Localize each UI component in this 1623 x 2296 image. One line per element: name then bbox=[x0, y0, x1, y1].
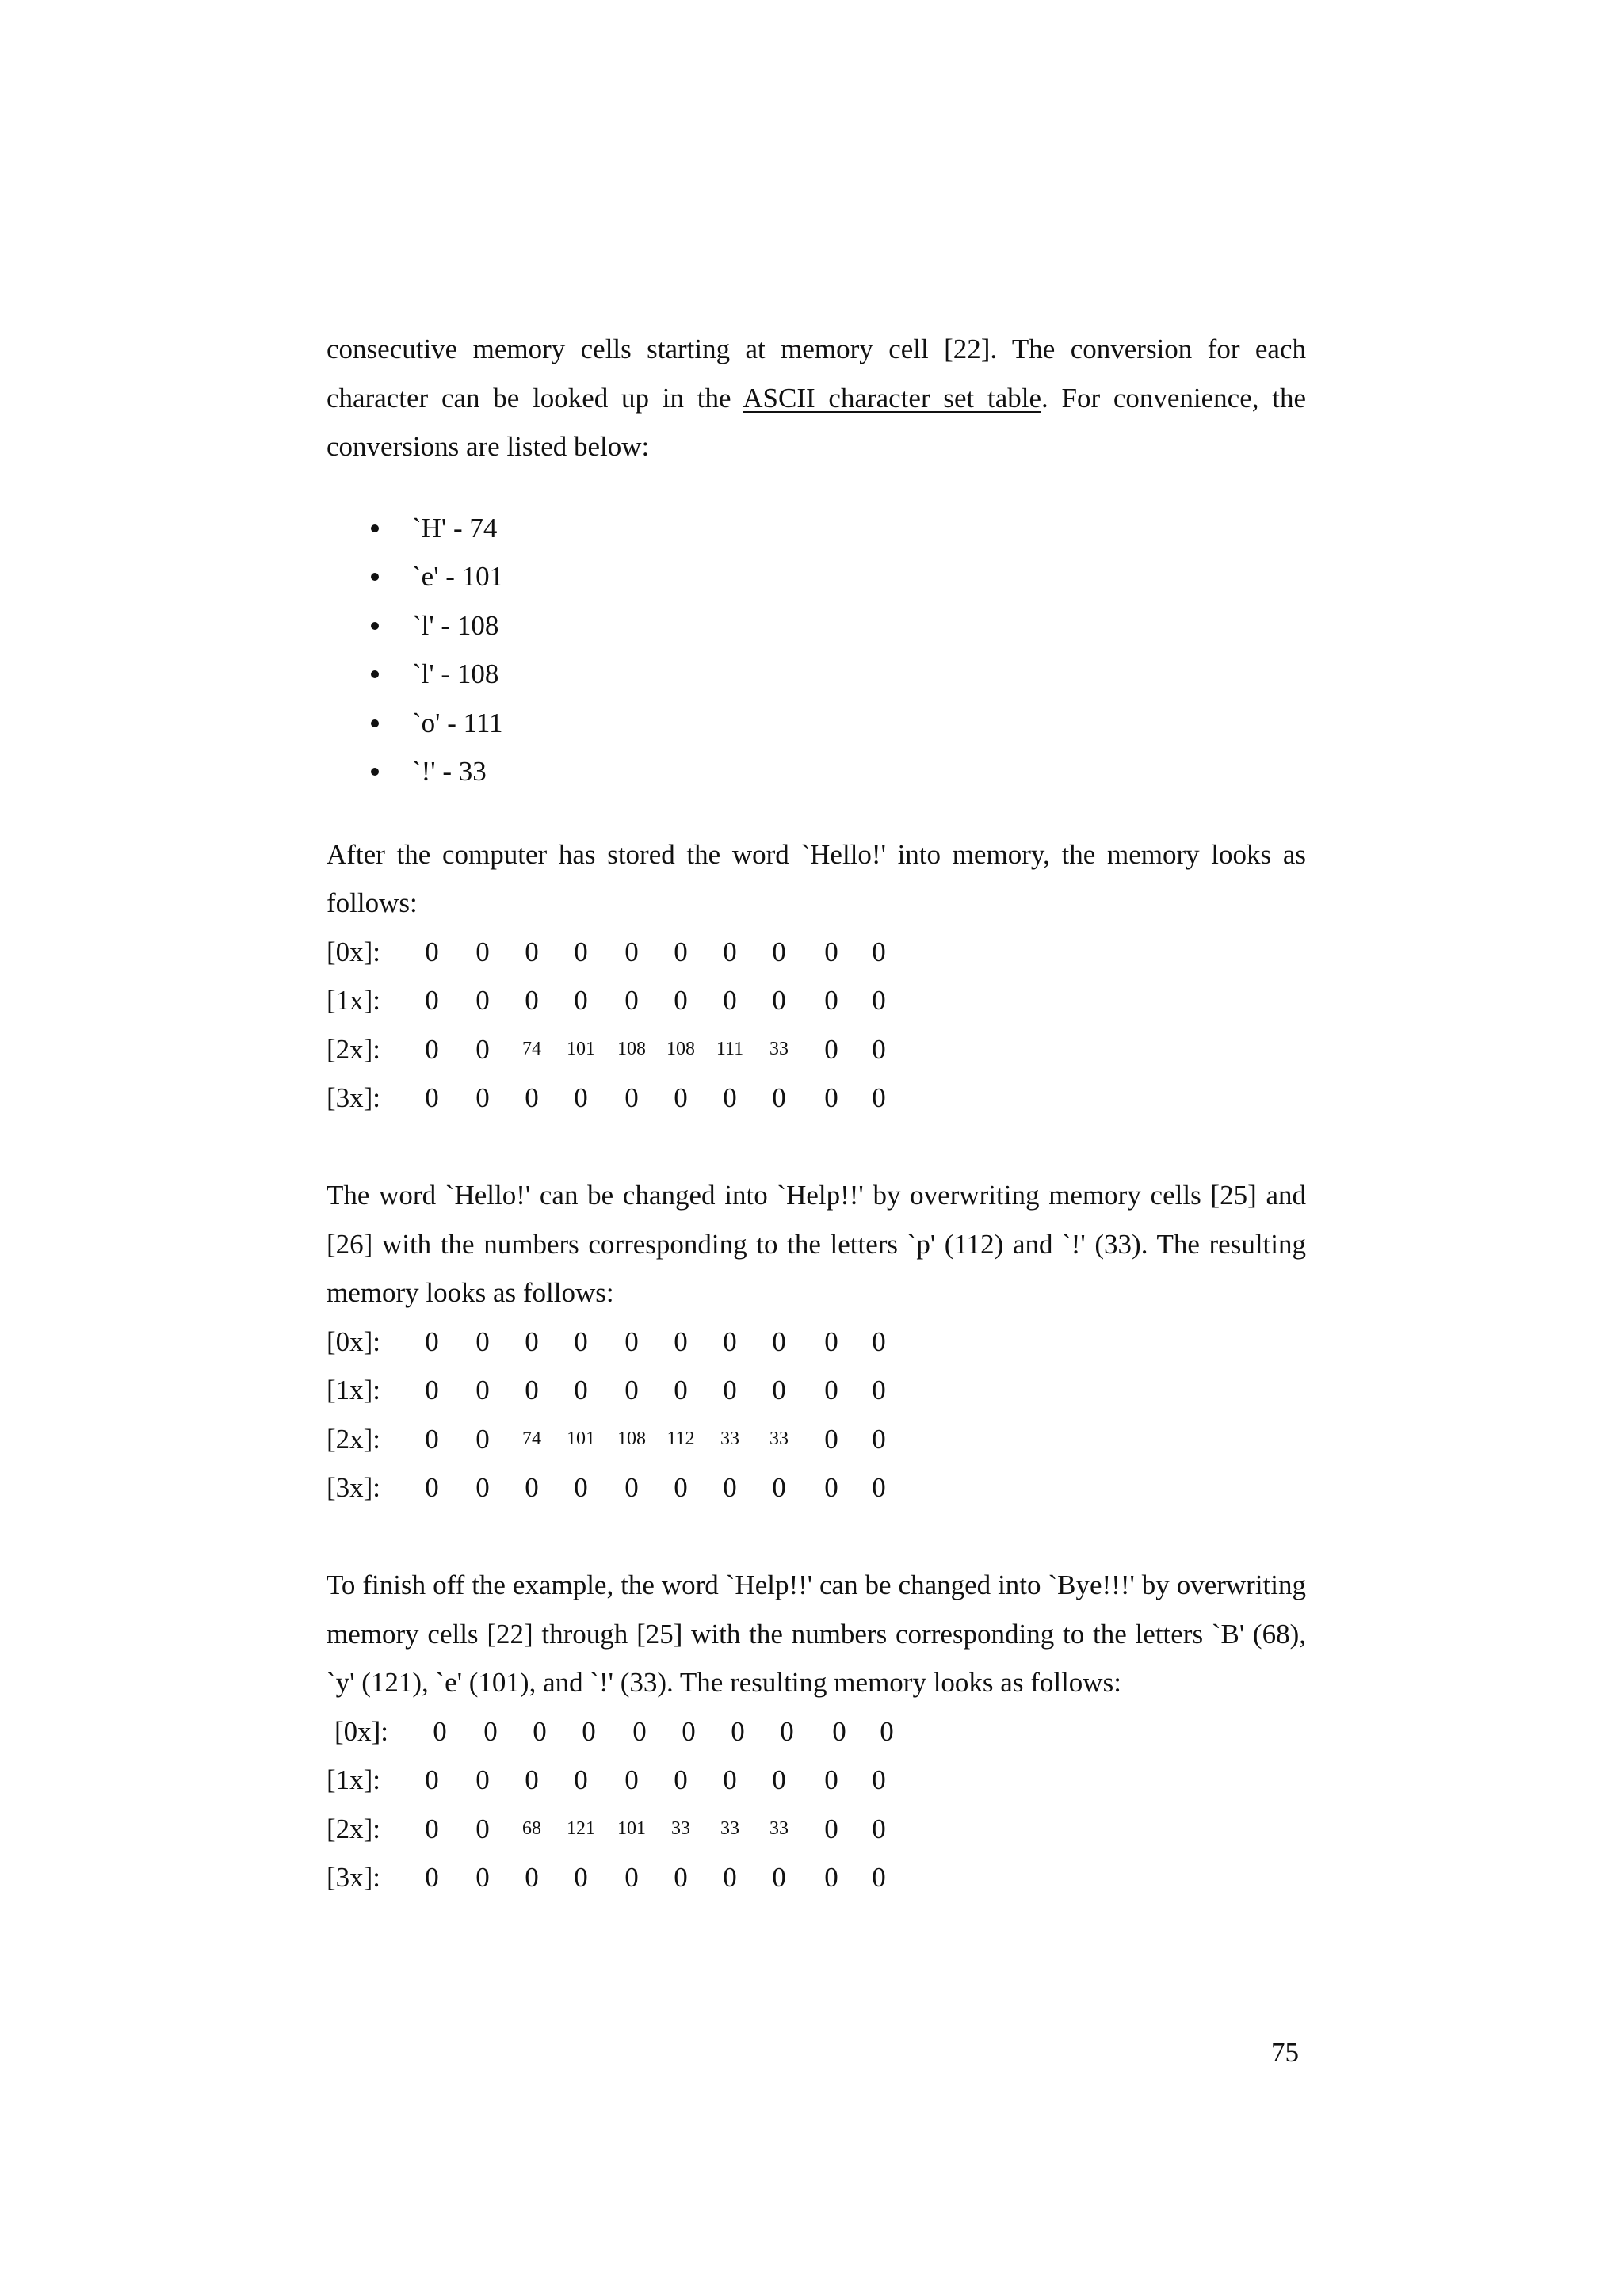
memory-cell: 0 bbox=[525, 1472, 539, 1503]
memory-cell: 74 bbox=[522, 1038, 541, 1059]
memory-cell: 0 bbox=[872, 936, 886, 967]
memory-cell: 0 bbox=[525, 1375, 539, 1405]
memory-cell: 0 bbox=[574, 1325, 588, 1357]
memory-cell: 0 bbox=[723, 1862, 737, 1893]
memory-cell: 121 bbox=[567, 1817, 595, 1839]
memory-cell: 0 bbox=[723, 1375, 737, 1405]
memory-cell: 0 bbox=[723, 1082, 737, 1113]
memory-cell: 101 bbox=[567, 1428, 595, 1449]
memory-cell: 0 bbox=[425, 1423, 439, 1455]
memory-cell: 0 bbox=[525, 1325, 539, 1357]
memory-row bbox=[327, 928, 1306, 977]
memory-cell: 0 bbox=[772, 1375, 786, 1405]
memory-row bbox=[327, 1366, 1306, 1415]
memory-cell: 0 bbox=[674, 1325, 688, 1357]
memory-cell: 0 bbox=[772, 936, 786, 967]
hello-paragraph: After the computer has stored the word `Hello!' into memory, the memory looks as follows: bbox=[327, 838, 1306, 918]
memory-row-label: [2x]: bbox=[327, 1033, 381, 1065]
memory-cell: 0 bbox=[425, 1325, 439, 1357]
memory-cell: 74 bbox=[522, 1428, 541, 1449]
memory-cell: 0 bbox=[723, 1764, 737, 1795]
page-content bbox=[327, 325, 1306, 1902]
memory-cell: 0 bbox=[475, 985, 490, 1016]
memory-row-label: [3x]: bbox=[327, 1862, 381, 1893]
memory-cell: 0 bbox=[723, 936, 737, 967]
intro-paragraph bbox=[327, 325, 1306, 471]
memory-cell: 0 bbox=[425, 1764, 439, 1795]
memory-cell: 0 bbox=[723, 1472, 737, 1503]
memory-cell: 0 bbox=[475, 1472, 490, 1503]
memory-cell: 0 bbox=[475, 1082, 490, 1113]
spacer bbox=[327, 1123, 1306, 1172]
memory-row bbox=[327, 976, 1306, 1025]
memory-cell: 0 bbox=[772, 1472, 786, 1503]
memory-cell: 0 bbox=[723, 1325, 737, 1357]
memory-cell: 0 bbox=[723, 985, 737, 1016]
memory-cell: 0 bbox=[880, 1715, 894, 1747]
memory-cell: 0 bbox=[525, 1764, 539, 1795]
memory-row-label: [3x]: bbox=[327, 1472, 381, 1503]
memory-cell: 0 bbox=[824, 1472, 838, 1503]
list-item: `H' - 74 bbox=[327, 504, 1306, 553]
memory-cell: 0 bbox=[872, 1423, 886, 1455]
memory-cell: 68 bbox=[522, 1817, 541, 1839]
memory-row bbox=[327, 1025, 1306, 1074]
memory-row bbox=[327, 1805, 1306, 1854]
memory-cell: 0 bbox=[475, 1813, 490, 1844]
memory-cell: 33 bbox=[769, 1428, 789, 1449]
memory-table-help bbox=[327, 1318, 1306, 1512]
conversion-list bbox=[327, 504, 1306, 796]
memory-cell: 0 bbox=[425, 1082, 439, 1113]
memory-cell: 0 bbox=[624, 1764, 639, 1795]
bye-paragraph: To finish off the example, the word `Help!!' can be changed into `Bye!!!' by overwriting memory cells [22] through [25] with the numbers corresponding to the letters `B' (68), `y' (121), `e' (101), and `!' (33). The resulting memory looks as follows: bbox=[327, 1569, 1306, 1698]
memory-cell: 0 bbox=[624, 1375, 639, 1405]
memory-cell: 0 bbox=[872, 1862, 886, 1893]
memory-cell: 0 bbox=[475, 1325, 490, 1357]
memory-cell: 108 bbox=[617, 1038, 646, 1059]
memory-cell: 0 bbox=[824, 1033, 838, 1065]
memory-cell: 0 bbox=[425, 1813, 439, 1844]
memory-row bbox=[327, 1756, 1306, 1805]
memory-cell: 0 bbox=[872, 1764, 886, 1795]
memory-cell: 0 bbox=[582, 1715, 596, 1747]
memory-cell: 0 bbox=[525, 1082, 539, 1113]
memory-row bbox=[327, 1463, 1306, 1512]
memory-cell: 0 bbox=[731, 1715, 745, 1747]
memory-row-label: [3x]: bbox=[327, 1082, 381, 1113]
intro-text-after: . For convenience, the conversions are listed below: bbox=[327, 382, 1306, 462]
memory-cell: 0 bbox=[425, 1862, 439, 1893]
memory-cell: 0 bbox=[824, 1862, 838, 1893]
memory-cell: 101 bbox=[567, 1038, 595, 1059]
memory-cell: 0 bbox=[475, 1375, 490, 1405]
memory-cell: 33 bbox=[720, 1428, 739, 1449]
memory-cell: 0 bbox=[682, 1715, 696, 1747]
list-item: `e' - 101 bbox=[327, 552, 1306, 601]
memory-cell: 0 bbox=[674, 936, 688, 967]
memory-cell: 0 bbox=[872, 1325, 886, 1357]
memory-cell: 0 bbox=[525, 985, 539, 1016]
memory-cell: 0 bbox=[772, 1325, 786, 1357]
memory-cell: 0 bbox=[780, 1715, 794, 1747]
memory-row-label: [1x]: bbox=[327, 985, 381, 1016]
memory-row-label: [2x]: bbox=[327, 1813, 381, 1844]
list-item: `!' - 33 bbox=[327, 747, 1306, 796]
memory-cell: 0 bbox=[475, 1423, 490, 1455]
memory-cell: 0 bbox=[574, 985, 588, 1016]
memory-cell: 108 bbox=[666, 1038, 695, 1059]
memory-row-label: [1x]: bbox=[327, 1375, 381, 1405]
memory-cell: 0 bbox=[425, 985, 439, 1016]
memory-cell: 0 bbox=[824, 1813, 838, 1844]
memory-cell: 0 bbox=[533, 1715, 547, 1747]
ascii-table-link[interactable]: ASCII character set table bbox=[743, 382, 1041, 414]
memory-table-bye bbox=[327, 1707, 1306, 1902]
spacer bbox=[327, 1512, 1306, 1562]
memory-cell: 0 bbox=[674, 1764, 688, 1795]
list-item: `o' - 111 bbox=[327, 699, 1306, 748]
memory-row-label: [2x]: bbox=[327, 1423, 381, 1455]
memory-row-label: [0x]: bbox=[327, 936, 381, 967]
memory-cell: 112 bbox=[666, 1428, 695, 1449]
memory-cell: 33 bbox=[769, 1817, 789, 1839]
memory-cell: 0 bbox=[872, 1472, 886, 1503]
memory-row-label: [0x]: bbox=[334, 1715, 389, 1747]
memory-cell: 0 bbox=[525, 936, 539, 967]
memory-cell: 0 bbox=[624, 1472, 639, 1503]
memory-cell: 0 bbox=[425, 1033, 439, 1065]
memory-cell: 0 bbox=[574, 1375, 588, 1405]
memory-cell: 0 bbox=[475, 1033, 490, 1065]
memory-cell: 0 bbox=[772, 1862, 786, 1893]
memory-cell: 0 bbox=[872, 1082, 886, 1113]
memory-cell: 0 bbox=[872, 985, 886, 1016]
memory-cell: 0 bbox=[574, 1082, 588, 1113]
memory-cell: 0 bbox=[624, 1862, 639, 1893]
memory-cell: 0 bbox=[574, 1862, 588, 1893]
memory-cell: 33 bbox=[671, 1817, 690, 1839]
list-item: `l' - 108 bbox=[327, 601, 1306, 650]
memory-row bbox=[327, 1853, 1306, 1902]
memory-cell: 0 bbox=[824, 985, 838, 1016]
memory-row-label: [0x]: bbox=[327, 1325, 381, 1357]
memory-cell: 0 bbox=[824, 936, 838, 967]
memory-cell: 33 bbox=[769, 1038, 789, 1059]
memory-cell: 0 bbox=[574, 1472, 588, 1503]
memory-cell: 0 bbox=[624, 985, 639, 1016]
memory-cell: 101 bbox=[617, 1817, 646, 1839]
memory-table-hello bbox=[327, 928, 1306, 1123]
memory-cell: 0 bbox=[674, 1082, 688, 1113]
memory-cell: 0 bbox=[624, 936, 639, 967]
memory-cell: 0 bbox=[872, 1033, 886, 1065]
memory-cell: 0 bbox=[772, 1764, 786, 1795]
memory-cell: 0 bbox=[632, 1715, 647, 1747]
memory-cell: 0 bbox=[772, 985, 786, 1016]
memory-cell: 0 bbox=[832, 1715, 846, 1747]
memory-row bbox=[327, 1074, 1306, 1123]
memory-cell: 0 bbox=[772, 1082, 786, 1113]
memory-cell: 108 bbox=[617, 1428, 646, 1449]
memory-cell: 0 bbox=[674, 1472, 688, 1503]
memory-cell: 0 bbox=[475, 1764, 490, 1795]
memory-cell: 0 bbox=[433, 1715, 447, 1747]
memory-cell: 0 bbox=[574, 1764, 588, 1795]
memory-cell: 0 bbox=[475, 936, 490, 967]
memory-cell: 0 bbox=[483, 1715, 498, 1747]
memory-row bbox=[334, 1707, 1314, 1756]
memory-row bbox=[327, 1318, 1306, 1367]
memory-cell: 0 bbox=[425, 1472, 439, 1503]
memory-cell: 111 bbox=[716, 1038, 744, 1059]
memory-cell: 0 bbox=[824, 1325, 838, 1357]
memory-cell: 0 bbox=[824, 1423, 838, 1455]
memory-row bbox=[327, 1415, 1306, 1464]
memory-cell: 0 bbox=[624, 1082, 639, 1113]
memory-cell: 33 bbox=[720, 1817, 739, 1839]
list-item: `l' - 108 bbox=[327, 650, 1306, 699]
memory-cell: 0 bbox=[624, 1325, 639, 1357]
memory-cell: 0 bbox=[475, 1862, 490, 1893]
memory-cell: 0 bbox=[674, 1862, 688, 1893]
memory-row-label: [1x]: bbox=[327, 1764, 381, 1795]
memory-cell: 0 bbox=[824, 1375, 838, 1405]
memory-cell: 0 bbox=[872, 1375, 886, 1405]
memory-cell: 0 bbox=[425, 1375, 439, 1405]
memory-cell: 0 bbox=[525, 1862, 539, 1893]
memory-cell: 0 bbox=[674, 985, 688, 1016]
memory-cell: 0 bbox=[824, 1764, 838, 1795]
memory-cell: 0 bbox=[425, 936, 439, 967]
memory-cell: 0 bbox=[824, 1082, 838, 1113]
memory-cell: 0 bbox=[872, 1813, 886, 1844]
memory-cell: 0 bbox=[574, 936, 588, 967]
intro-text-before: consecutive memory cells starting at memory cell [22]. The conversion for each character can be looked up in the bbox=[327, 334, 1306, 414]
page-number: 75 bbox=[1271, 2037, 1299, 2068]
help-paragraph: The word `Hello!' can be changed into `Help!!' by overwriting memory cells [25] and [26] with the numbers corresponding to the letters `p' (112) and `!' (33). The resulting memory looks as follows: bbox=[327, 1180, 1306, 1308]
memory-cell: 0 bbox=[674, 1375, 688, 1405]
